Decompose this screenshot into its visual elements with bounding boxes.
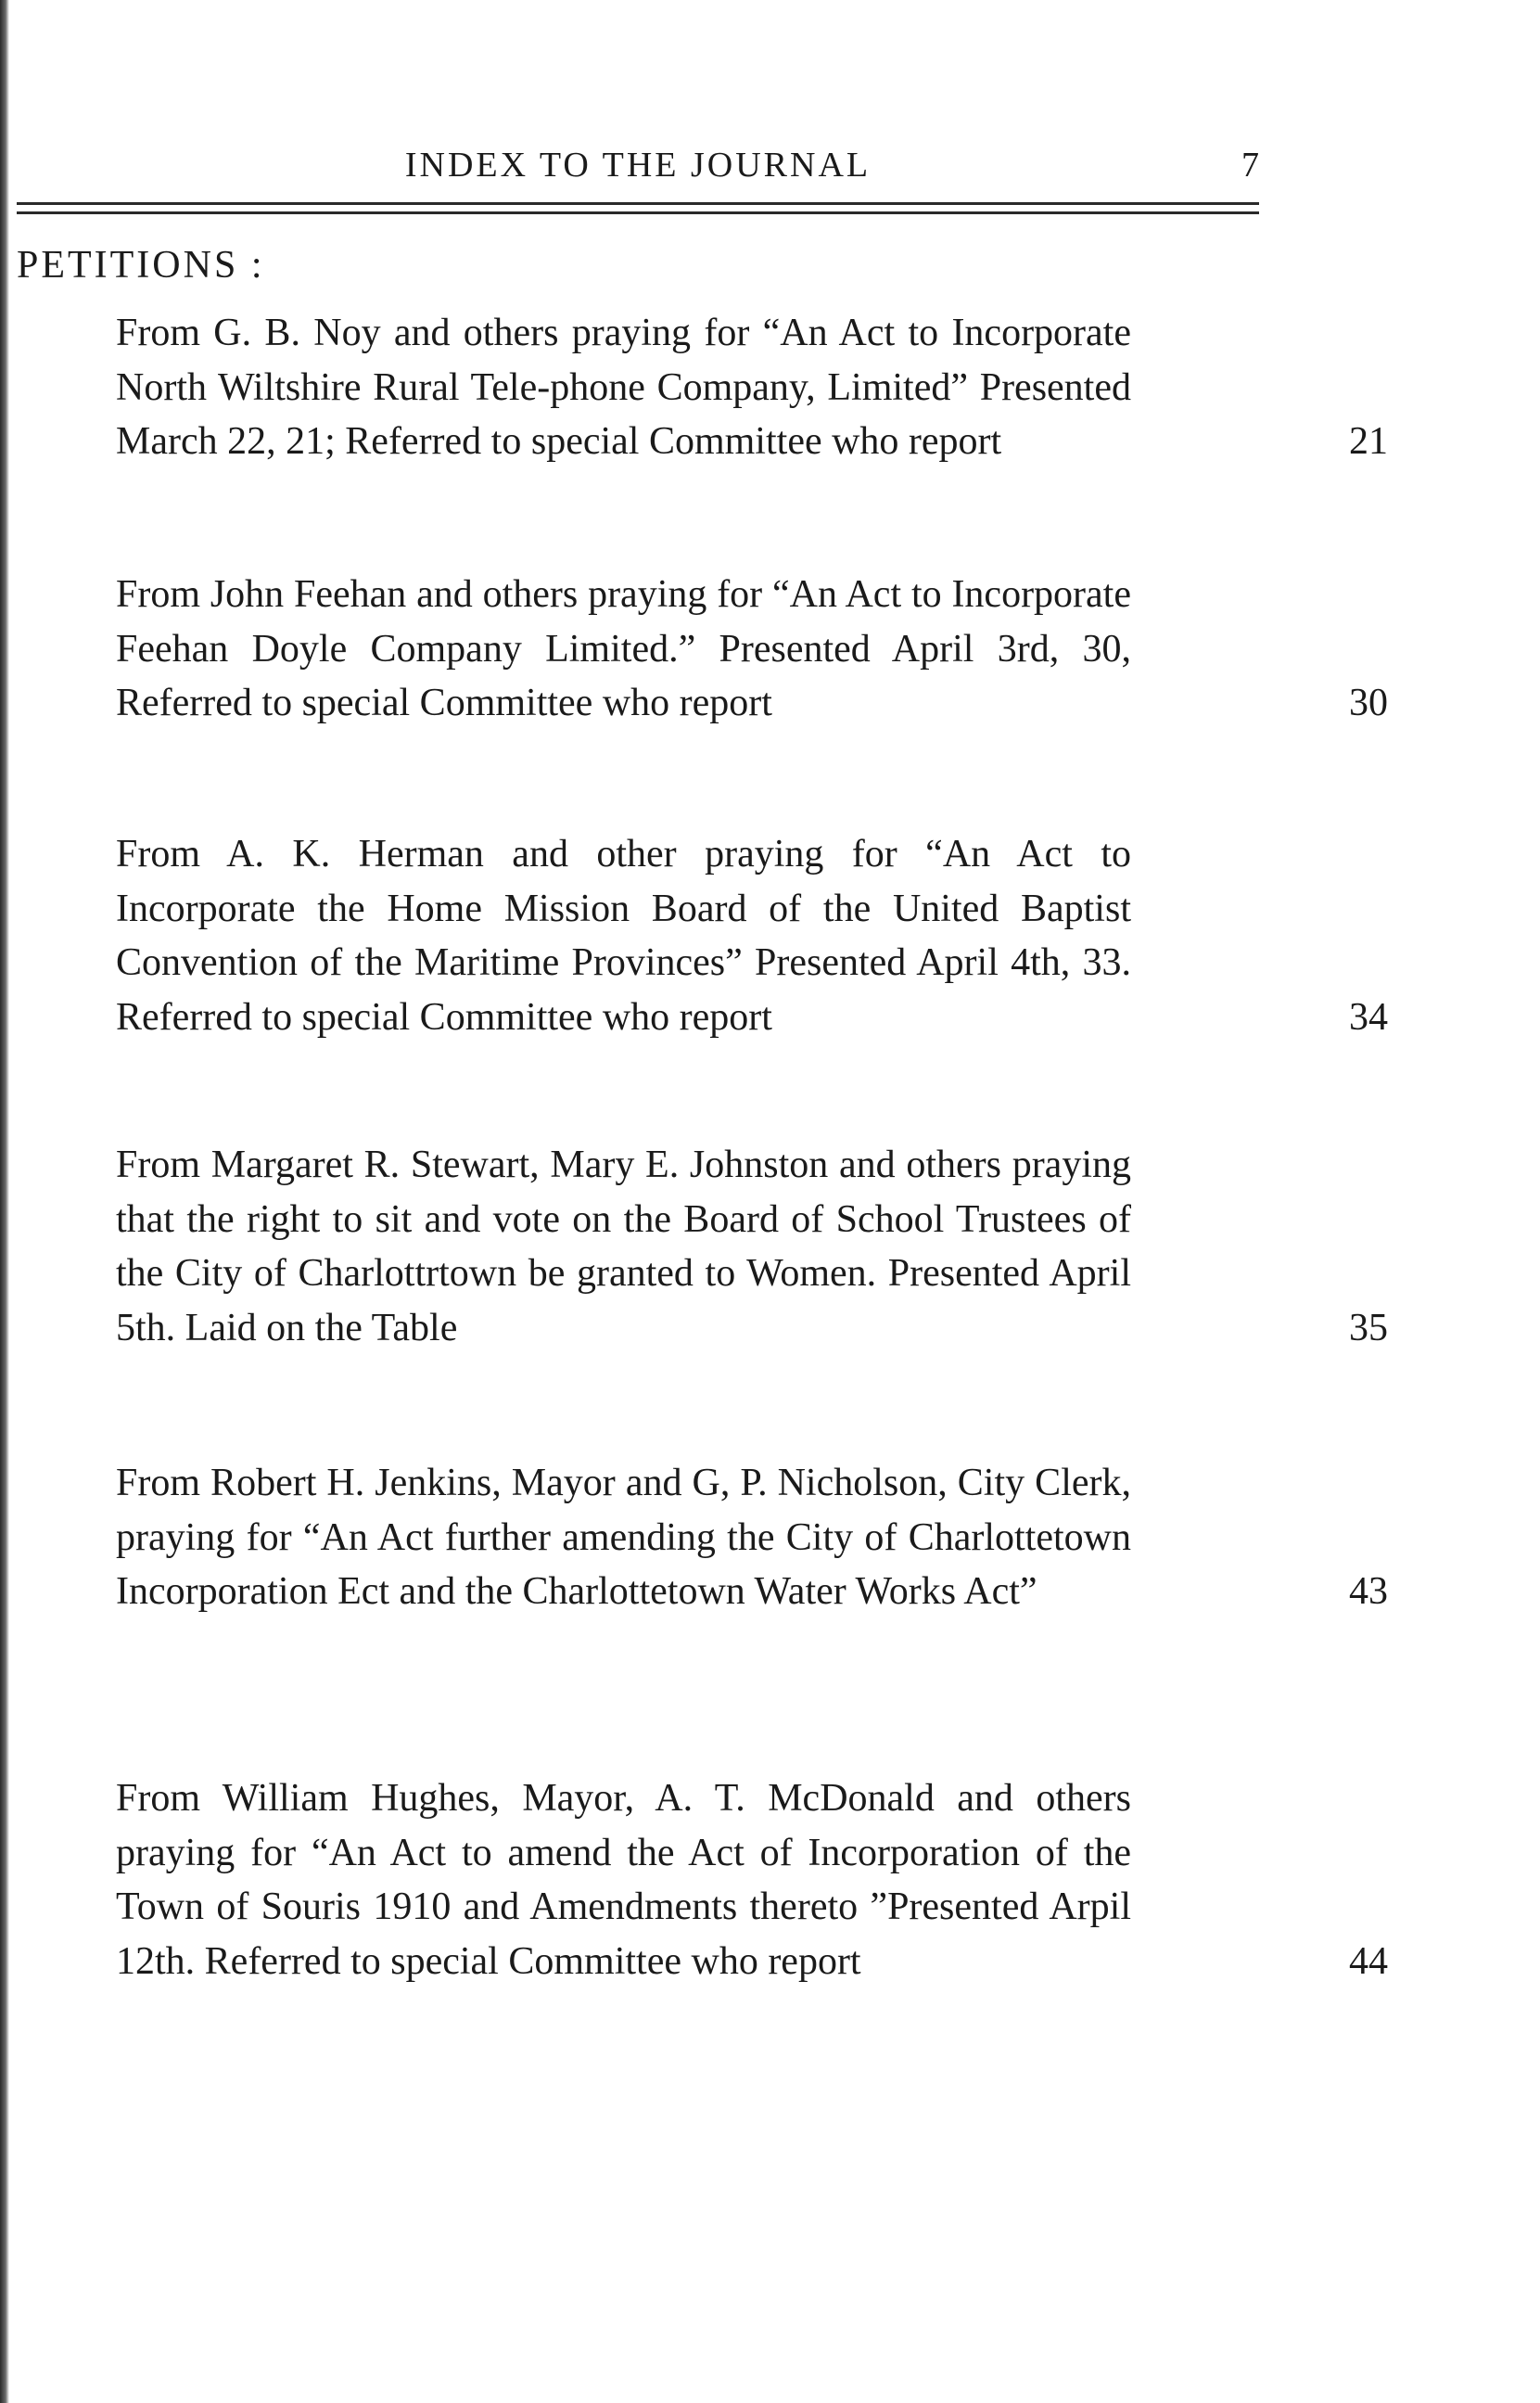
entry-text: From Robert H. Jenkins, Mayor and G, P. Nicholson, City Clerk, praying for “An Act further amending the City of Charlottetown Incorporation Ect and the Charlottetown Water Works Act”: [116, 1462, 1131, 1613]
index-entry: [116, 306, 1388, 469]
entry-page-number: 34: [1349, 995, 1388, 1039]
running-header: [17, 139, 1259, 195]
page-number: 7: [1241, 146, 1259, 185]
entry-text: From John Feehan and others praying for “An Act to Incorporate Feehan Doyle Company Limited.” Presented April 3rd, 30, Referred to special Committee who report: [116, 573, 1131, 724]
index-entry: [116, 1138, 1388, 1355]
header-title: INDEX TO THE JOURNAL: [404, 146, 872, 185]
page-spine-shadow: [0, 0, 9, 2403]
index-entry: [116, 1456, 1388, 1619]
header-rule-top: [17, 202, 1259, 205]
entry-page-number: 35: [1349, 1306, 1388, 1349]
index-entry: [116, 1771, 1388, 1988]
entry-page-number: 30: [1349, 682, 1388, 724]
entry-page-number: 44: [1349, 1939, 1388, 1983]
index-entry: [116, 568, 1388, 731]
entry-text: From Margaret R. Stewart, Mary E. Johnston and others praying that the right to sit and vote on the Board of School Trustees of the City of Charlottrtown be granted to Women. Presented April 5th. Laid on the Table: [116, 1144, 1131, 1349]
section-heading: PETITIONS :: [17, 244, 265, 287]
header-rule-bottom: [17, 211, 1259, 214]
entry-page-number: 43: [1349, 1570, 1388, 1613]
entry-text: From A. K. Herman and other praying for “An Act to Incorporate the Home Mission Board of the United Baptist Convention of the Maritime Provinces” Presented April 4th, 33. Referred to special Committee who report: [116, 833, 1131, 1039]
entry-page-number: 21: [1349, 420, 1388, 463]
entry-text: From G. B. Noy and others praying for “An Act to Incorporate North Wiltshire Rural Tele-phone Company, Limited” Presented March 22, 21; Referred to special Committee who report: [116, 312, 1131, 463]
entry-text: From William Hughes, Mayor, A. T. McDonald and others praying for “An Act to amend the Act of Incorporation of the Town of Souris 1910 and Amendments thereto ”Presented Arpil 12th. Referred to special Committee who report: [116, 1777, 1131, 1983]
index-entry: [116, 827, 1388, 1044]
